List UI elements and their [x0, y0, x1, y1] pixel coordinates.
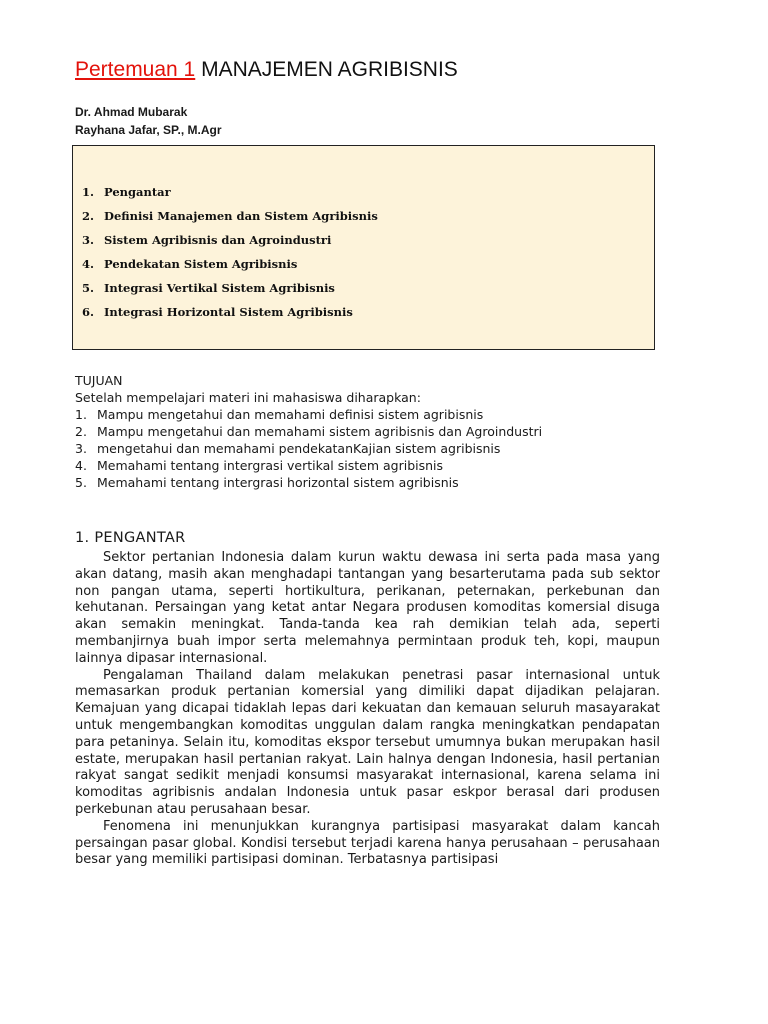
objective-item — [75, 406, 557, 423]
objective-item — [75, 457, 557, 474]
objective-number: 3. — [75, 441, 87, 456]
body-paragraph: Pengalaman Thailand dalam melakukan penetrasi pasar internasional untuk memasarkan produk pertanian komersial yang dimiliki dapat dijadikan pelajaran. Kemajuan yang dicapai tidaklah lepas dari kekuatan dan kemauan seluruh masayarakat untuk mengembangkan komoditas unggulan dalam rangka meningkatkan pendapatan para petaninya. Selain itu, komoditas ekspor tersebut umumnya bukan merupakan hasil estate, merupakan hasil pertanian rakyat. Lain halnya dengan Indonesia, hasil pertanian rakyat sangat sedikit menjadi konsumsi masyarakat internasional, karena selama ini komoditas agribisnis andalan Indonesia untuk pasar eskpor berasal dari produsen perkebunan atau perusahaan besar. — [75, 667, 660, 817]
toc-item — [82, 252, 378, 276]
toc-item — [82, 204, 378, 228]
page-title — [75, 55, 458, 85]
objectives-section — [75, 372, 557, 491]
section-body — [75, 550, 660, 869]
toc-item-text: Sistem Agribisnis dan Agroindustri — [104, 233, 332, 247]
toc-item-text: Pengantar — [104, 185, 171, 199]
toc-item-number: 4. — [82, 257, 95, 271]
objective-number: 4. — [75, 458, 87, 473]
body-paragraph: Sektor pertanian Indonesia dalam kurun waktu dewasa ini serta pada masa yang akan datang, masih akan menghadapi tantangan yang besarterutama pada sub sektor non pangan utama, seperti hortikultura, perikanan, peternakan, perkebunan dan kehutanan. Persaingan yang ketat antar Negara produsen komoditas komersial disuga akan semakin meningkat. Tanda-tanda kea rah demikian telah ada, seperti membanjirnya buah impor serta melemahnya permintaan produk teh, kopi, maupun lainnya dipasar internasional. — [75, 550, 660, 666]
objective-item — [75, 474, 557, 491]
title-main: MANAJEMEN AGRIBISNIS — [201, 58, 458, 81]
objectives-intro: Setelah mempelajari materi ini mahasiswa diharapkan: — [75, 390, 421, 405]
toc-item — [82, 180, 378, 204]
objective-text: Mampu mengetahui dan memahami sistem agribisnis dan Agroindustri — [97, 424, 543, 439]
toc-item-text: Integrasi Vertikal Sistem Agribisnis — [104, 281, 335, 295]
author-name: Rayhana Jafar, SP., M.Agr — [75, 123, 222, 137]
objective-text: mengetahui dan memahami pendekatanKajian sistem agribisnis — [97, 441, 501, 456]
objective-text: Mampu mengetahui dan memahami definisi sistem agribisnis — [97, 407, 484, 422]
body-paragraph: Fenomena ini menunjukkan kurangnya partisipasi masyarakat dalam kancah persaingan pasar global. Kondisi tersebut terjadi karena hanya perusahaan – perusahaan besar yang memiliki partisipasi dominan. Terbatasnya partisipasi — [75, 818, 660, 868]
toc-item-text: Definisi Manajemen dan Sistem Agribisnis — [104, 209, 378, 223]
toc-item-number: 6. — [82, 305, 95, 319]
toc-item-number: 1. — [82, 185, 95, 199]
objective-number: 1. — [75, 407, 87, 422]
objective-item — [75, 423, 557, 440]
section-heading: 1. PENGANTAR — [75, 530, 186, 546]
objective-item — [75, 440, 557, 457]
objective-number: 5. — [75, 475, 87, 490]
toc-item-number: 3. — [82, 233, 95, 247]
author-list — [75, 103, 222, 139]
toc-item — [82, 228, 378, 252]
title-label: Pertemuan 1 — [75, 58, 196, 81]
objective-text: Memahami tentang intergrasi vertikal sistem agribisnis — [97, 458, 444, 473]
table-of-contents-box — [72, 145, 655, 350]
author-name: Dr. Ahmad Mubarak — [75, 105, 188, 119]
table-of-contents — [82, 180, 378, 324]
objective-text: Memahami tentang intergrasi horizontal sistem agribisnis — [97, 475, 459, 490]
toc-item-text: Integrasi Horizontal Sistem Agribisnis — [104, 305, 353, 319]
toc-item-number: 5. — [82, 281, 95, 295]
objectives-heading: TUJUAN — [75, 373, 123, 388]
objectives-list — [75, 406, 557, 491]
toc-item-text: Pendekatan Sistem Agribisnis — [104, 257, 298, 271]
toc-item — [82, 300, 378, 324]
objective-number: 2. — [75, 424, 87, 439]
toc-item — [82, 276, 378, 300]
toc-item-number: 2. — [82, 209, 95, 223]
